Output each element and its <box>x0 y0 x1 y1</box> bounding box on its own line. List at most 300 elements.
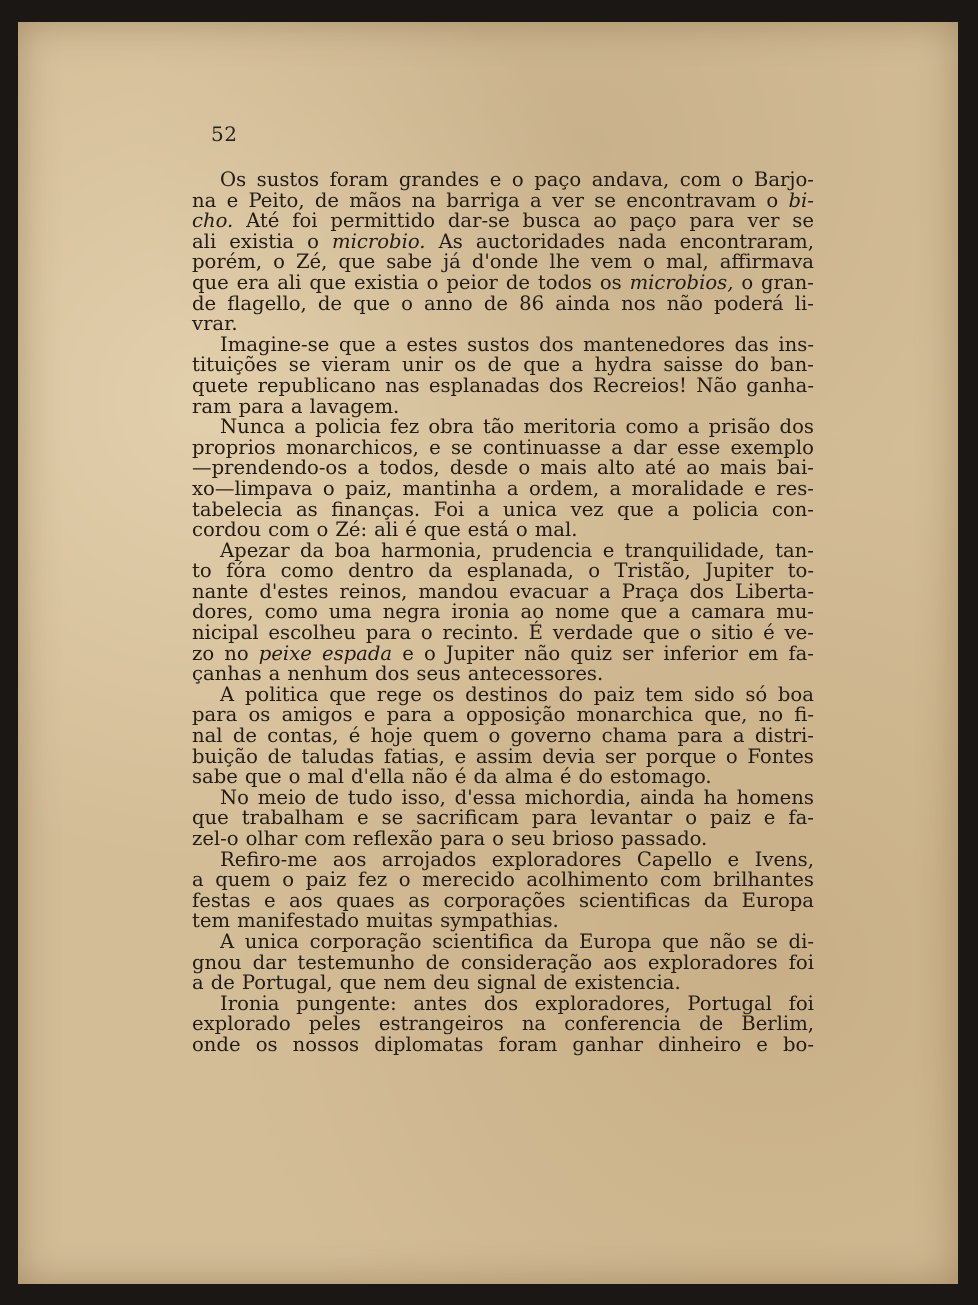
word: é <box>405 518 417 542</box>
word: ser <box>622 641 654 665</box>
word: o <box>398 868 411 892</box>
word: diplomatas <box>374 1032 484 1056</box>
word: d'ella <box>350 765 405 789</box>
word: nante <box>192 579 249 603</box>
word: prudencia <box>492 538 593 562</box>
word: esplanada, <box>466 559 574 583</box>
word: esplanadas <box>428 373 540 397</box>
word: consideração <box>460 950 593 974</box>
word: da <box>300 538 325 562</box>
word: corporação <box>309 929 422 953</box>
word: de <box>487 353 512 377</box>
word: harmonia, <box>380 538 482 562</box>
word: sacrificam <box>416 806 519 830</box>
text-line <box>192 332 814 356</box>
word: camara <box>691 600 766 624</box>
word: merecido <box>422 868 515 892</box>
text-line <box>192 950 814 974</box>
word: estes <box>406 332 458 356</box>
word: ironia <box>451 600 510 624</box>
word: alto <box>597 456 635 480</box>
word: nas <box>385 373 420 397</box>
word: Foi <box>433 497 465 521</box>
word: fi- <box>794 703 814 727</box>
word: As <box>438 229 463 253</box>
word: seus <box>416 662 461 686</box>
word: é <box>454 765 467 789</box>
text-line <box>192 435 814 459</box>
word: Recreios! <box>592 373 687 397</box>
word: ganha- <box>746 373 814 397</box>
word: mais <box>719 456 767 480</box>
text-line <box>192 252 814 273</box>
word: nenhum <box>287 662 368 686</box>
word: No <box>220 785 249 809</box>
text-line <box>192 847 814 871</box>
word: politica <box>244 682 319 706</box>
word: o <box>511 168 524 191</box>
text-line <box>192 744 814 768</box>
word: li- <box>794 291 814 315</box>
text-line <box>192 726 814 747</box>
word: to- <box>787 559 814 583</box>
word: da <box>544 929 569 953</box>
word: encontravam <box>626 188 757 212</box>
word: quem <box>215 868 271 892</box>
word: dos <box>483 991 519 1015</box>
text-line <box>192 458 814 479</box>
word: aos <box>289 888 323 912</box>
word: o <box>689 621 702 645</box>
word: a <box>192 868 204 892</box>
word: reflexão <box>352 827 433 850</box>
word: até <box>644 456 677 480</box>
word: exploradores <box>491 847 622 871</box>
word: que <box>329 682 366 706</box>
word: porém, <box>192 250 263 274</box>
text-line <box>192 785 814 809</box>
word: se <box>381 806 404 830</box>
word: mal, <box>665 250 709 274</box>
word: a <box>611 435 623 459</box>
word: para <box>439 827 486 850</box>
word: se <box>756 929 778 953</box>
text-line <box>192 973 814 994</box>
word: rege <box>376 682 422 706</box>
word: a <box>530 188 542 212</box>
word: não <box>709 929 746 953</box>
word: proprios <box>192 435 276 459</box>
word: distri- <box>754 724 814 748</box>
word: fatias, <box>383 744 445 768</box>
word: que <box>662 929 699 953</box>
word: É <box>528 621 543 645</box>
word: o <box>643 250 655 274</box>
word: muitas <box>366 909 434 933</box>
word: foi <box>292 209 318 233</box>
word: da <box>703 888 729 912</box>
word: o <box>515 518 528 542</box>
word: con- <box>771 497 814 521</box>
word: lhe <box>549 250 580 274</box>
word: sustos <box>467 332 530 356</box>
word: com <box>304 827 346 850</box>
word: to <box>192 559 212 583</box>
word: nal <box>192 724 223 748</box>
word: do <box>578 765 603 789</box>
word: está <box>467 518 509 542</box>
word: para <box>386 703 432 727</box>
word: não <box>666 291 703 315</box>
word: negra <box>382 600 441 624</box>
word: cordou <box>192 518 262 542</box>
word: para <box>689 209 735 233</box>
word: se <box>450 435 473 459</box>
word: tem <box>645 682 684 706</box>
word: mãos <box>349 188 402 212</box>
word: a <box>357 456 370 480</box>
word: passado. <box>621 827 708 850</box>
word: o <box>731 168 744 191</box>
word: michordia, <box>524 785 632 809</box>
word: paiz <box>593 682 635 706</box>
word: que <box>617 497 654 521</box>
word: Até <box>246 209 280 233</box>
word: scientificas <box>578 888 691 912</box>
word: Berlim, <box>741 1012 814 1036</box>
word: acolhimento <box>526 868 649 892</box>
word: ali <box>277 270 302 294</box>
word: grandes <box>398 168 480 191</box>
word: a <box>192 971 204 995</box>
word: Liberta- <box>735 579 814 603</box>
word: nos <box>621 291 656 315</box>
word: brilhantes <box>712 868 814 892</box>
word: zo <box>192 641 215 665</box>
word: como <box>280 559 334 583</box>
word: saisse <box>663 353 724 377</box>
word: —prendendo-os <box>192 456 348 480</box>
word: d'estes <box>259 579 329 603</box>
word: meio <box>257 785 307 809</box>
word: era <box>236 270 270 294</box>
word: busca <box>522 209 581 233</box>
word: para <box>677 724 723 748</box>
word: para <box>238 394 284 418</box>
word: a <box>294 415 306 439</box>
word: o <box>273 250 285 274</box>
word: ordem, <box>528 476 600 500</box>
word: existia <box>229 229 295 253</box>
word: o <box>492 827 504 850</box>
word: se <box>594 188 616 212</box>
word: ha <box>703 785 728 809</box>
word: existia <box>353 270 419 294</box>
word: olhar <box>245 827 298 850</box>
word: sustos <box>256 168 320 191</box>
word: recinto. <box>442 621 519 645</box>
word: se <box>288 353 311 377</box>
word: meritoria <box>523 415 617 439</box>
text-line <box>192 911 814 932</box>
word: tituições <box>192 353 278 377</box>
word: no <box>224 641 249 665</box>
text-line <box>192 538 814 562</box>
word: quiz <box>570 641 613 665</box>
word: mandou <box>418 579 499 603</box>
text-line <box>192 870 814 891</box>
word: de <box>267 744 292 768</box>
word: boa <box>334 538 371 562</box>
word: alma <box>504 765 553 789</box>
word: unica <box>502 497 558 521</box>
word: reinos, <box>339 579 408 603</box>
word: Nunca <box>220 415 286 439</box>
word: explorado <box>192 1012 291 1036</box>
word: a <box>571 353 584 377</box>
text-line <box>192 476 814 500</box>
word: ins- <box>778 332 814 356</box>
word: ram <box>192 394 232 418</box>
word: tem <box>192 909 231 933</box>
word: exploradores <box>647 950 778 974</box>
word: e <box>602 538 615 562</box>
word: é <box>763 621 775 645</box>
word: xo—limpava <box>192 476 313 500</box>
word: Zé, <box>295 250 328 274</box>
word: todos, <box>379 456 440 480</box>
word: mal <box>307 765 344 789</box>
word: ao <box>520 600 545 624</box>
word: o <box>725 744 738 768</box>
word: peles <box>308 1012 361 1036</box>
word: arrojados <box>381 847 477 871</box>
word: mu- <box>776 600 814 624</box>
text-line <box>192 270 814 294</box>
page-number: 52 <box>211 122 238 146</box>
text-line <box>192 991 814 1015</box>
word: estomago. <box>609 765 712 789</box>
word: o <box>307 229 319 253</box>
word: Peito, <box>248 188 305 212</box>
word: taludas <box>301 744 375 768</box>
word: o <box>401 291 413 315</box>
word: foi <box>788 950 814 974</box>
word: levantar <box>590 806 673 830</box>
word: é <box>348 724 361 748</box>
word: o <box>488 724 501 748</box>
word: de <box>210 971 235 995</box>
word: Barjo- <box>753 168 814 191</box>
word: sido <box>693 682 735 706</box>
word: com <box>268 518 310 542</box>
word: foram <box>329 168 389 191</box>
word: fez <box>390 415 420 439</box>
word: tan- <box>775 538 814 562</box>
word: tão <box>482 415 515 439</box>
word: o <box>426 270 439 294</box>
word: as <box>295 497 318 521</box>
word: di- <box>788 929 814 953</box>
word: na <box>521 1012 547 1036</box>
word: affirmava <box>719 250 814 274</box>
word: poderá <box>714 291 784 315</box>
word: Fontes <box>747 744 814 768</box>
word: ainda <box>639 785 695 809</box>
word: permittido <box>330 209 436 233</box>
word: paiz <box>305 868 347 892</box>
word: e <box>363 703 376 727</box>
word: mantenedores <box>583 332 726 356</box>
word: a <box>668 600 681 624</box>
word: desde <box>449 456 509 480</box>
word: dentro <box>348 559 414 583</box>
word: paiz, <box>345 476 393 500</box>
word: ali <box>374 518 399 542</box>
word: de <box>483 291 508 315</box>
word: fez <box>357 868 388 892</box>
word: foram <box>498 1032 558 1056</box>
word: das <box>734 332 769 356</box>
word: paço <box>534 168 582 191</box>
word: d'essa <box>454 785 516 809</box>
word: peixe <box>258 641 312 665</box>
word: não <box>524 641 561 665</box>
word: Capello <box>636 847 713 871</box>
word: na <box>192 188 217 212</box>
word: dos <box>548 373 584 397</box>
word: a <box>609 476 622 500</box>
word: tabelecia <box>192 497 283 521</box>
word: foi <box>788 991 814 1015</box>
word: ganhar <box>572 1032 643 1056</box>
word: de <box>232 724 257 748</box>
word: moralidade <box>631 476 744 500</box>
text-line <box>192 520 814 541</box>
word: seu <box>510 827 546 850</box>
word: Refiro-me <box>220 847 318 871</box>
word: andava, <box>591 168 670 191</box>
word: brioso <box>552 827 615 850</box>
word: que <box>523 353 560 377</box>
word: de <box>314 785 339 809</box>
word: evacuar <box>509 579 589 603</box>
text-line <box>192 1014 814 1035</box>
word: microbios, <box>629 270 734 294</box>
word: cho. <box>192 209 234 233</box>
word: que <box>244 765 282 789</box>
word: o <box>685 806 697 830</box>
word: o <box>316 518 329 542</box>
word: em <box>748 641 779 665</box>
word: dos <box>374 662 410 686</box>
word: os <box>454 353 477 377</box>
word: isso, <box>401 785 446 809</box>
word: Imagine-se <box>220 332 330 356</box>
word: ali <box>192 229 217 253</box>
word: peior <box>446 270 498 294</box>
word: verdade <box>552 621 634 645</box>
word: contas, <box>267 724 339 748</box>
word: Tristão, <box>614 559 691 583</box>
word: para <box>365 621 412 645</box>
text-line <box>192 829 814 850</box>
word: e <box>756 1032 768 1056</box>
word: sympathias. <box>440 909 559 933</box>
word: continuasse <box>482 435 601 459</box>
word: flagello, <box>227 291 307 315</box>
word: uma <box>328 600 372 624</box>
word: deu <box>433 971 470 995</box>
word: a <box>477 497 490 521</box>
word: Europa <box>741 888 814 912</box>
word: amigos <box>281 703 353 727</box>
word: Zé: <box>335 518 368 542</box>
word: se <box>792 209 814 233</box>
word: da <box>428 559 453 583</box>
word: que <box>620 600 658 624</box>
word: mal. <box>534 518 578 542</box>
word: nada <box>617 229 667 253</box>
text-line <box>192 888 814 912</box>
word: ban- <box>770 353 814 377</box>
word: res- <box>776 476 814 500</box>
word: Europa <box>579 929 652 953</box>
word: que <box>192 806 229 830</box>
word: o <box>741 270 754 294</box>
word: escolheu <box>268 621 356 645</box>
word: dos <box>779 415 814 439</box>
word: vrar. <box>192 312 238 336</box>
word: o <box>588 559 601 583</box>
word: Jupiter <box>445 641 514 665</box>
word: homens <box>736 785 814 809</box>
word: signal <box>476 971 537 995</box>
word: e <box>264 888 276 912</box>
text-line <box>192 664 814 685</box>
word: a <box>443 703 455 727</box>
word: inferior <box>663 641 738 665</box>
word: dar <box>252 950 287 974</box>
word: unica <box>244 929 299 953</box>
word: dos <box>689 579 725 603</box>
word: é <box>559 765 572 789</box>
text-line <box>192 623 814 644</box>
text-line <box>192 767 814 788</box>
word: conferencia <box>564 1012 681 1036</box>
word: para <box>192 703 238 727</box>
word: sitio <box>711 621 754 645</box>
word: os <box>432 682 455 706</box>
word: a <box>687 415 700 439</box>
word: dar <box>633 435 667 459</box>
word: pungente: <box>296 991 397 1015</box>
word: a <box>385 332 397 356</box>
word: no <box>758 703 784 727</box>
text-line <box>192 211 814 232</box>
word: e <box>763 806 776 830</box>
word: e <box>727 847 740 871</box>
word: esse <box>676 435 721 459</box>
word: de <box>425 950 450 974</box>
word: mais <box>540 456 587 480</box>
word: de <box>543 971 568 995</box>
word: microbio. <box>332 229 426 253</box>
word: e <box>454 744 467 768</box>
word: buição <box>192 744 258 768</box>
word: os <box>599 270 622 294</box>
word: o <box>282 868 294 892</box>
